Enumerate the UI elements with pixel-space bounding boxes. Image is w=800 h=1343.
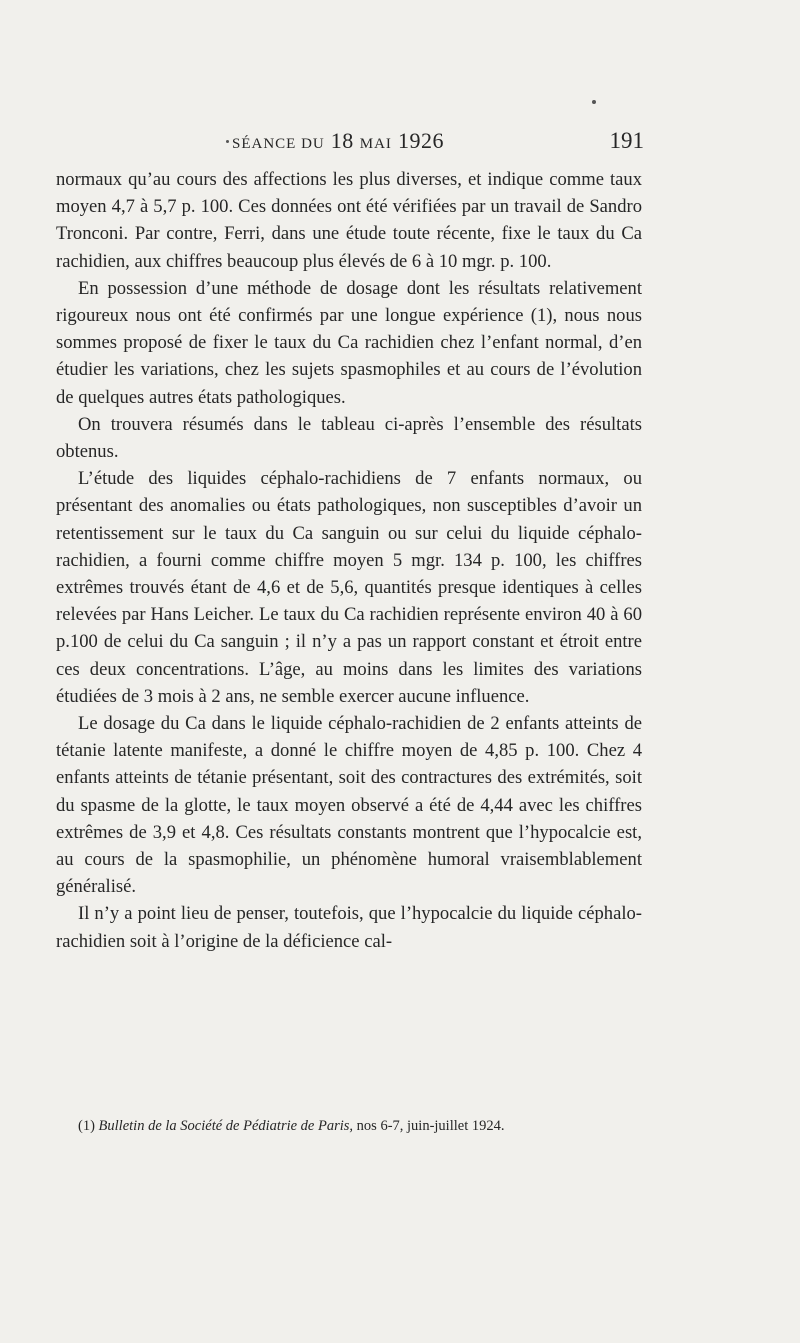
- running-header: [232, 128, 644, 162]
- page-number: 191: [609, 128, 644, 153]
- footnote-marker: (1): [78, 1118, 95, 1134]
- paragraph-4: L’étude des liquides céphalo-rachidiens de 7 enfants normaux, ou présentant des anomalies ou états pathologiques, non susceptibles d’avoir un retentissement sur le taux du Ca sanguin ou sur celui du liquide céphalo-rachidien, a fourni comme chiffre moyen 5 mgr. 134 p. 100, les chiffres extrêmes trouvés étant de 4,6 et de 5,6, quantités presque identiques à celles relevées par Hans Leicher. Le taux du Ca rachidien représente environ 40 à 60 p.100 de celui du Ca sanguin ; il n’y a pas un rapport constant et étroit entre ces deux concentrations. L’âge, au moins dans les limites des variations étudiées de 3 mois à 2 ans, ne semble exercer aucune influence.: [56, 468, 642, 707]
- running-title: [232, 128, 444, 154]
- header-year: 1926: [397, 128, 444, 153]
- print-speck: [226, 140, 229, 143]
- print-speck: [592, 100, 596, 104]
- header-day: 18: [330, 128, 354, 153]
- body-text: [56, 166, 642, 955]
- paragraph-3: On trouvera résumés dans le tableau ci-après l’ensemble des résultats obtenus.: [56, 413, 642, 463]
- header-month: MAI: [359, 136, 392, 152]
- header-prefix: SÉANCE DU: [232, 136, 325, 152]
- paragraph-6: Il n’y a point lieu de penser, toutefois, que l’hypocalcie du liquide céphalo-rachidien soit à l’origine de la déficience cal-: [56, 903, 642, 952]
- footnote-source: Bulletin de la Société de Pédiatrie de Paris,: [98, 1118, 354, 1134]
- paragraph-1: normaux qu’au cours des affections les plus diverses, et indique comme taux moyen 4,7 à 5,7 p. 100. Ces données ont été vérifiées par un travail de Sandro Tronconi. Par contre, Ferri, dans une étude toute récente, fixe le taux du Ca rachidien, aux chiffres beaucoup plus élevés de 6 à 10 mgr. p. 100.: [56, 169, 642, 272]
- footnote-details: nos 6-7, juin-juillet 1924.: [356, 1118, 505, 1134]
- paragraph-2: En possession d’une méthode de dosage dont les résultats relativement rigoureux nous ont été confirmés par une longue expérience (1), nous nous sommes proposé de fixer le taux du Ca rachidien chez l’enfant normal, d’en étudier les variations, chez les sujets spasmophiles et au cours de l’évolution de quelques autres états pathologiques.: [56, 277, 642, 408]
- paragraph-5: Le dosage du Ca dans le liquide céphalo-rachidien de 2 enfants atteints de tétanie latente manifeste, a donné le chiffre moyen de 4,85 p. 100. Chez 4 enfants atteints de tétanie présentant, soit des contractures des extrémités, soit du spasme de la glotte, le taux moyen observé a été de 4,44 avec les chiffres extrêmes de 3,9 et 4,8. Ces résultats constants montrent que l’hypocalcie est, au cours de la spasmophilie, un phénomène humoral vraisemblablement généralisé.: [56, 713, 642, 898]
- footnote: [78, 1116, 638, 1136]
